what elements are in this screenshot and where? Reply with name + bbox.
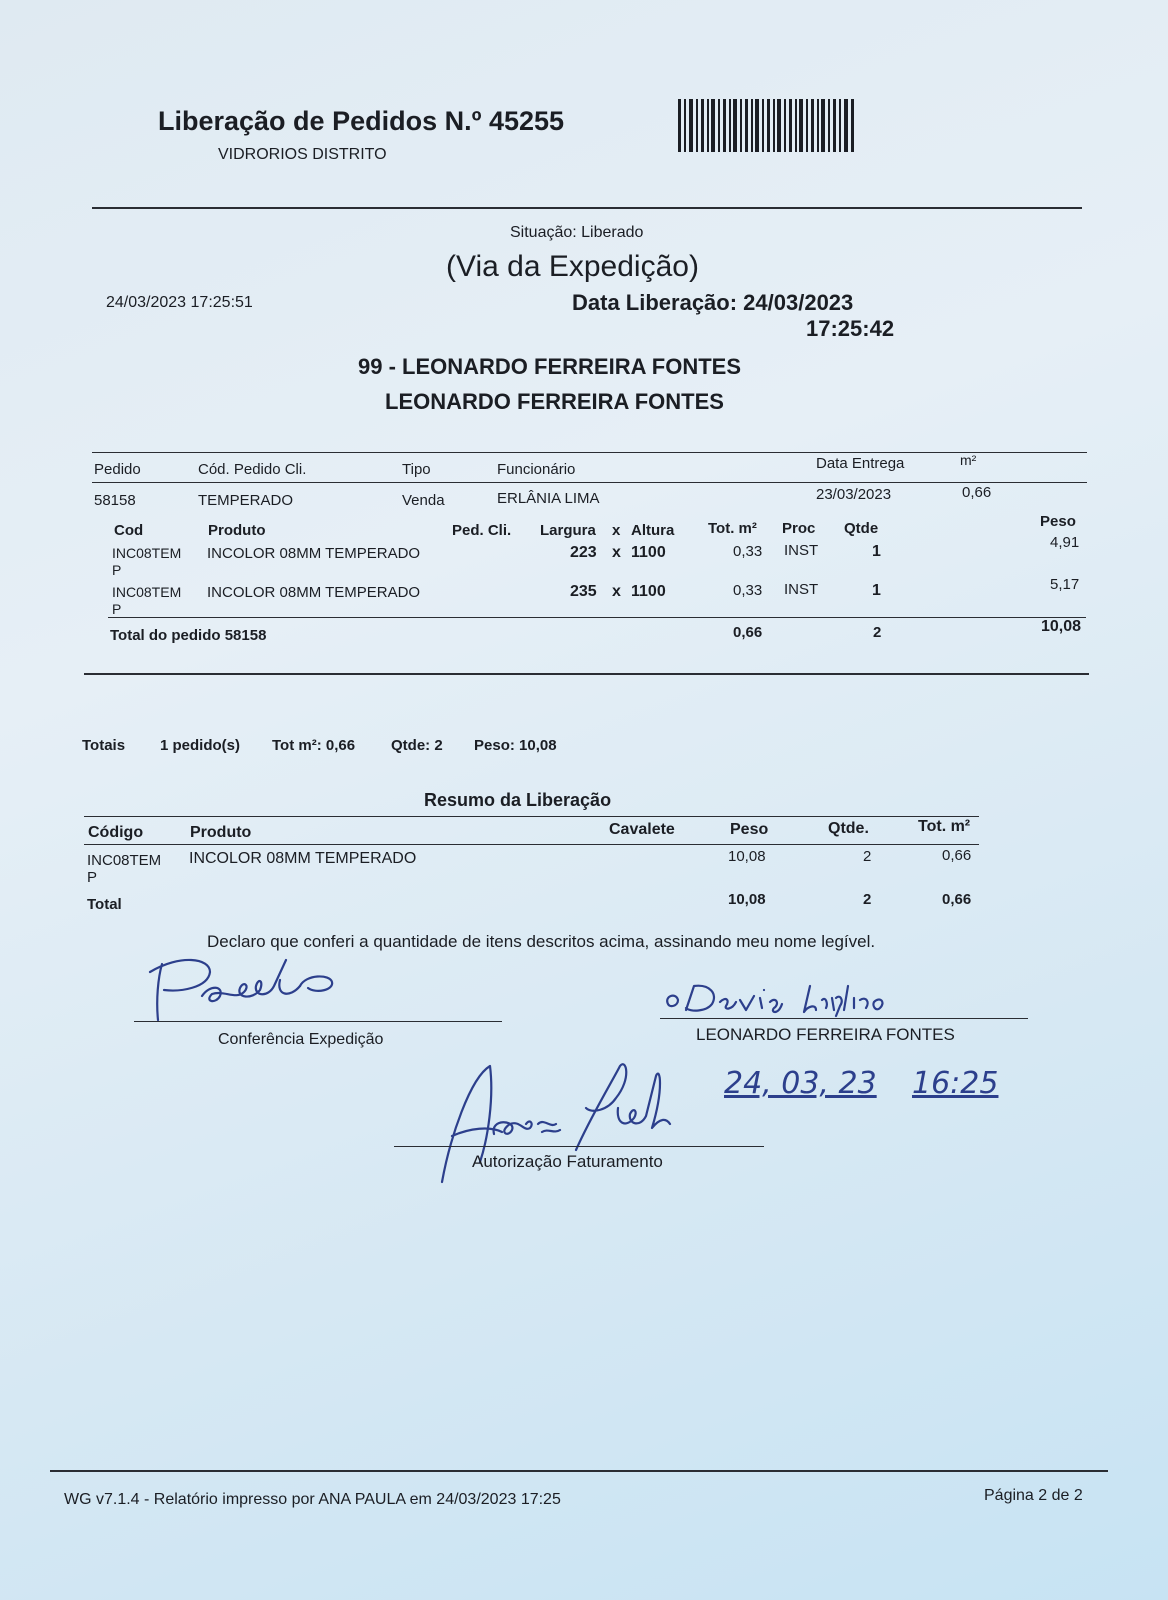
summary-total-qtde: 2	[863, 891, 872, 908]
client-name: LEONARDO FERREIRA FONTES	[385, 389, 724, 414]
summary-total-peso: 10,08	[728, 891, 766, 908]
item-produto: INCOLOR 08MM TEMPERADO	[207, 545, 421, 562]
item-cod: INC08TEM	[112, 545, 182, 561]
item-peso: 4,91	[1050, 534, 1080, 551]
footer-print-info: WG v7.1.4 - Relatório impresso por ANA PAULA em 24/03/2023 17:25	[64, 1491, 561, 1508]
items-col-qtde: Qtde	[844, 520, 879, 537]
item-tot-m2: 0,33	[733, 543, 763, 560]
summary-top-rule	[84, 816, 979, 817]
totals-pedidos: 1 pedido(s)	[160, 737, 241, 754]
handwritten-time: 16:25	[912, 1066, 999, 1101]
summary-codigo-cont: P	[87, 869, 98, 886]
col-funcionario: Funcionário	[497, 461, 576, 478]
order-funcionario: ERLÂNIA LIMA	[497, 490, 600, 507]
order-total-rule	[108, 617, 1086, 618]
item-cod: INC08TEM	[112, 584, 182, 600]
totals-qtde: Qtde: 2	[391, 737, 443, 754]
barcode	[678, 99, 854, 152]
col-pedido: Pedido	[94, 461, 141, 478]
item-x: x	[612, 583, 621, 600]
totals-label: Totais	[82, 737, 126, 754]
items-col-largura: Largura	[540, 522, 596, 539]
order-pedido: 58158	[94, 492, 136, 509]
item-altura: 1100	[631, 583, 666, 600]
declaration-text: Declaro que conferi a quantidade de itens descritos acima, assinando meu nome legível.	[207, 932, 876, 951]
handwritten-date: 24, 03, 23	[724, 1066, 877, 1101]
order-total-label: Total do pedido 58158	[110, 627, 267, 644]
conferencia-label: Conferência Expedição	[218, 1031, 384, 1048]
summary-codigo: INC08TEM	[87, 852, 162, 869]
items-col-tot-m2: Tot. m²	[708, 520, 757, 537]
order-bottom-rule	[84, 673, 1089, 675]
client-code-name: 99 - LEONARDO FERREIRA FONTES	[358, 354, 741, 379]
item-proc: INST	[784, 542, 819, 559]
summary-title: Resumo da Liberação	[424, 790, 612, 810]
report-title: Liberação de Pedidos N.º 45255	[158, 106, 565, 136]
item-cod-cont: P	[112, 562, 122, 578]
order-cod-pedido-cli: TEMPERADO	[198, 492, 294, 509]
summary-qtde: 2	[863, 848, 872, 865]
print-datetime: 24/03/2023 17:25:51	[106, 294, 253, 311]
items-col-cod: Cod	[114, 522, 144, 539]
item-qtde: 1	[872, 582, 881, 599]
order-total-m2: 0,66	[733, 624, 763, 641]
item-cod-cont: P	[112, 601, 122, 617]
summary-col-cavalete: Cavalete	[609, 821, 675, 838]
summary-peso: 10,08	[728, 848, 766, 865]
items-col-proc: Proc	[782, 520, 816, 537]
footer-rule	[50, 1470, 1108, 1472]
company-name: VIDRORIOS DISTRITO	[218, 146, 387, 163]
summary-header-rule	[84, 844, 979, 845]
footer-page-number: Página 2 de 2	[984, 1487, 1083, 1504]
col-cod-pedido-cli: Cód. Pedido Cli.	[198, 461, 307, 478]
copy-type: (Via da Expedição)	[446, 250, 699, 283]
items-col-produto: Produto	[208, 522, 266, 539]
autorizacao-line	[394, 1146, 764, 1147]
summary-tot-m2: 0,66	[942, 847, 972, 864]
order-total-peso: 10,08	[1041, 618, 1082, 635]
order-data-entrega: 23/03/2023	[816, 486, 892, 503]
items-col-x: x	[612, 522, 621, 539]
items-col-altura: Altura	[631, 522, 675, 539]
conferencia-signature	[140, 950, 400, 1030]
item-largura: 235	[570, 583, 597, 600]
summary-produto: INCOLOR 08MM TEMPERADO	[189, 850, 417, 867]
item-proc: INST	[784, 581, 819, 598]
col-data-entrega: Data Entrega	[816, 455, 905, 472]
summary-col-qtde: Qtde.	[828, 820, 869, 837]
items-col-ped-cli: Ped. Cli.	[452, 522, 512, 539]
summary-col-produto: Produto	[190, 824, 252, 841]
summary-total-tot-m2: 0,66	[942, 891, 972, 908]
totals-peso: Peso: 10,08	[474, 737, 557, 754]
items-col-peso: Peso	[1040, 513, 1076, 530]
item-altura: 1100	[631, 544, 666, 561]
order-header-rule	[92, 482, 1087, 483]
release-time: 17:25:42	[806, 316, 895, 341]
totals-tot-m2: Tot m²: 0,66	[272, 737, 356, 754]
col-tipo: Tipo	[402, 461, 431, 478]
col-m2: m²	[960, 452, 977, 468]
item-tot-m2: 0,33	[733, 582, 763, 599]
autorizacao-label: Autorização Faturamento	[472, 1152, 663, 1171]
client-signature	[660, 976, 910, 1020]
summary-col-tot-m2: Tot. m²	[918, 818, 971, 835]
order-top-rule	[92, 452, 1087, 453]
order-total-qtde: 2	[873, 624, 882, 641]
item-produto: INCOLOR 08MM TEMPERADO	[207, 584, 421, 601]
summary-col-codigo: Código	[88, 824, 144, 841]
item-qtde: 1	[872, 543, 881, 560]
header-divider	[92, 207, 1082, 209]
situation-status: Situação: Liberado	[510, 224, 644, 241]
release-date: Data Liberação: 24/03/2023	[572, 290, 854, 315]
item-largura: 223	[570, 544, 597, 561]
summary-total-label: Total	[87, 896, 122, 913]
conferencia-line	[134, 1021, 502, 1022]
order-tipo: Venda	[402, 492, 445, 509]
order-m2: 0,66	[962, 484, 992, 501]
client-signature-line	[660, 1018, 1028, 1019]
item-peso: 5,17	[1050, 576, 1080, 593]
client-signature-label: LEONARDO FERREIRA FONTES	[696, 1025, 955, 1044]
summary-col-peso: Peso	[730, 821, 769, 838]
item-x: x	[612, 544, 621, 561]
